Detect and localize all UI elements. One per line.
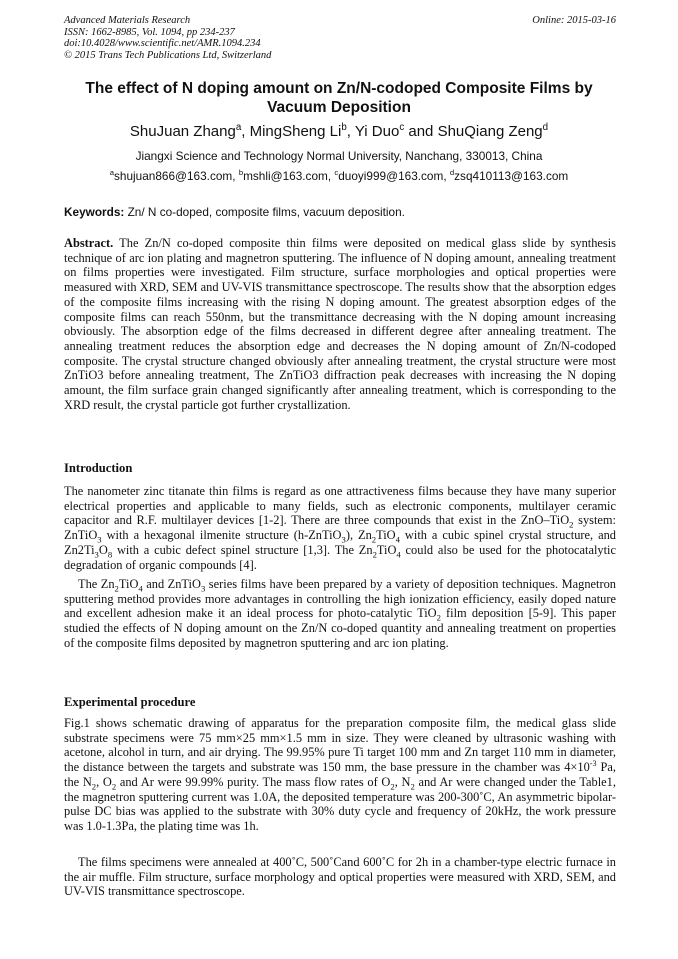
intro-paragraph-2 bbox=[64, 577, 616, 651]
subscript: 2 bbox=[114, 583, 119, 594]
text-run: with a cubic spinel crystal structure, and Zn2Ti bbox=[64, 528, 616, 557]
subscript: 2 bbox=[390, 781, 395, 792]
subscript: 2 bbox=[111, 781, 117, 792]
email-address[interactable]: duoyi999@163.com bbox=[338, 169, 444, 183]
subscript: 3 bbox=[97, 534, 102, 545]
subscript: 8 bbox=[107, 549, 113, 560]
text-run: TiO bbox=[118, 577, 139, 591]
author-separator: , bbox=[241, 123, 250, 140]
text-run: The Zn bbox=[78, 577, 115, 591]
journal-name: Advanced Materials Research bbox=[64, 15, 191, 26]
keywords-text: Zn/ N co-doped, composite films, vacuum deposition. bbox=[124, 205, 405, 219]
text-run: film deposition [5-9]. This paper studied the effects of N doping amount on the Zn/N co-doped quantity and annealing treatment on properties of the composite films deposited by magnetron sputtering and arc ion plating. bbox=[64, 606, 616, 650]
keywords bbox=[64, 205, 616, 220]
subscript: 4 bbox=[396, 549, 401, 560]
subscript: 2 bbox=[371, 534, 377, 545]
text-run: series films have been prepared by a variety of deposition techniques. Magnetron sputtering method provides more advantages in controlling the high ionization efficiency, easily doped nature and excellent adhesion make it an ideal process for photo-catalytic TiO bbox=[64, 577, 616, 621]
subscript: 2 bbox=[569, 519, 574, 530]
author-mark: c bbox=[399, 122, 405, 133]
text-run: , O bbox=[96, 774, 112, 789]
email-list bbox=[64, 169, 614, 184]
text-run: with a hexagonal ilmenite structure (h-ZnTiO bbox=[101, 528, 342, 543]
email-mark: d bbox=[449, 168, 455, 178]
text-run: The nanometer zinc titanate thin films is regard as one attractiveness films because they have many superior electrical properties and applicable to many fields, such as electronic components, multilayer ceramic capacitor and R.F. multilayer devices [1-2]. There are three compounds that exist in the ZnO–TiO bbox=[64, 484, 616, 528]
journal-header bbox=[64, 15, 271, 61]
text-run: with a cubic defect spinel structure [1,3]. The Zn bbox=[112, 542, 373, 557]
email-address[interactable]: zsq410113@163.com bbox=[454, 169, 569, 183]
subscript: 2 bbox=[372, 549, 377, 560]
experimental-paragraph-2 bbox=[64, 855, 616, 899]
text-run: O bbox=[98, 542, 108, 557]
online-date: Online: 2015-03-16 bbox=[532, 15, 616, 26]
email-separator: , bbox=[443, 169, 450, 183]
email-mark: a bbox=[109, 168, 115, 178]
affiliation: Jiangxi Science and Technology Normal University, Nanchang, 330013, China bbox=[135, 149, 543, 163]
text-run: could also be used for the photocatalytic degradation of organic compounds [4]. bbox=[64, 542, 617, 572]
subscript: 3 bbox=[341, 534, 346, 545]
text-run: and ZnTiO bbox=[142, 577, 201, 591]
intro-paragraph-1 bbox=[64, 484, 616, 572]
email-address[interactable]: mshli@163.com bbox=[243, 169, 328, 183]
text-run: system: ZnTiO bbox=[64, 513, 616, 543]
email-mark: b bbox=[238, 168, 244, 178]
text-run: TiO bbox=[376, 542, 397, 557]
abstract bbox=[64, 236, 616, 412]
journal-copyright: © 2015 Trans Tech Publications Ltd, Switzerland bbox=[64, 49, 272, 61]
text-run: and Ar were 99.99% purity. The mass flow rates of O bbox=[116, 774, 391, 789]
text-run: ), Zn bbox=[345, 528, 372, 543]
author-name: Yi Duo bbox=[354, 123, 400, 140]
abstract-label: Abstract. bbox=[64, 236, 114, 250]
subscript: 3 bbox=[94, 549, 99, 560]
author-separator: , bbox=[346, 123, 355, 140]
text-run: Pa, the N bbox=[64, 760, 616, 789]
experimental-paragraph-1 bbox=[64, 716, 616, 834]
subscript: 4 bbox=[395, 534, 400, 545]
subscript: 2 bbox=[410, 781, 415, 792]
email-mark: c bbox=[334, 168, 339, 178]
superscript: -3 bbox=[589, 758, 597, 768]
introduction-heading: Introduction bbox=[64, 461, 133, 475]
text-run: The films specimens were annealed at 400˚C, 500˚Cand 600˚C for 2h in a chamber-type electric furnace in the air muffle. Film structure, surface morphology and optical properties were measured with XRD, SEM, and UV-VIS transmittance spectroscope. bbox=[64, 855, 616, 899]
subscript: 2 bbox=[436, 612, 441, 623]
paper-title: The effect of N doping amount on Zn/N-codoped Composite Films by Vacuum Deposition bbox=[85, 80, 593, 116]
text-run: , N bbox=[394, 774, 411, 789]
email-address[interactable]: shujuan866@163.com bbox=[114, 169, 233, 183]
email-separator: , bbox=[232, 169, 239, 183]
abstract-text: The Zn/N co-doped composite thin films were deposited on medical glass slide by synthesis technique of arc ion plating and magnetron sputtering. The influence of N doping amount, annealing treatment on films properties were investigated. Film structure, surface morphologies and optical properties were measured with XRD, SEM and UV-VIS transmittance spectroscope. The results show that the absorption edges of the composite films increasing with the rising N doping amount. The greatest absorption edges of the composite films can reach 550nm, but the transmittance decreasing with the N doping amount increasing obviously. The absorption edge of the films decreased in different degree after annealing treatment. The annealing treatment reduces the absorption edge and decreases the N doping amount of Zn/N-codoped composite. The crystal structure changed obviously after annealing treatment, the crystal structure were most ZnTiO3 before annealing treatment, The ZnTiO3 diffraction peak decreases with increasing the N doping amount, the film surface grain changed significantly after annealing treatment, which is corresponding to the XRD result, the crystal particle got further crystallization. bbox=[64, 236, 616, 412]
author-mark: b bbox=[341, 122, 347, 133]
text-run: and Ar were changed under the Table1, the magnetron sputtering current was 1.0A, the deposited temperature was 200-300˚C, An asymmetric bipolar-pulse DC bias was applied to the substrate with 30% duty cycle and frequency of 20kHz, the work pressure was 1.0-1.3Pa, the plating time was 1h. bbox=[64, 774, 616, 833]
author-mark: d bbox=[542, 122, 549, 133]
subscript: 2 bbox=[91, 781, 97, 792]
email-separator: , bbox=[327, 169, 335, 183]
author-separator: and bbox=[404, 123, 438, 140]
author-list bbox=[64, 122, 614, 142]
author-mark: a bbox=[235, 122, 242, 133]
author-name: MingSheng Li bbox=[249, 123, 342, 140]
journal-doi: doi:10.4028/www.scientific.net/AMR.1094.234 bbox=[64, 38, 261, 49]
author-name: ShuQiang Zeng bbox=[437, 123, 543, 140]
author-name: ShuJuan Zhang bbox=[129, 123, 236, 140]
subscript: 4 bbox=[138, 583, 143, 594]
experimental-heading: Experimental procedure bbox=[64, 695, 196, 709]
text-run: TiO bbox=[376, 528, 396, 543]
keywords-label: Keywords: bbox=[64, 205, 125, 219]
subscript: 3 bbox=[200, 583, 206, 594]
journal-issn: ISSN: 1662-8985, Vol. 1094, pp 234-237 bbox=[64, 26, 235, 38]
text-run: Fig.1 shows schematic drawing of apparatus for the preparation composite film, the medical glass slide substrate specimens were 75 mm×25 mm×1.5 mm in size. They were cleaned by ultrasonic washing with acetone, alcohol in turn, and air drying. The 99.95% pure Ti target 100 mm and Zn target 110 mm in diameter, the distance between the targets and substrate was 150 mm, the base pressure in the chamber was 4×10 bbox=[64, 716, 616, 775]
